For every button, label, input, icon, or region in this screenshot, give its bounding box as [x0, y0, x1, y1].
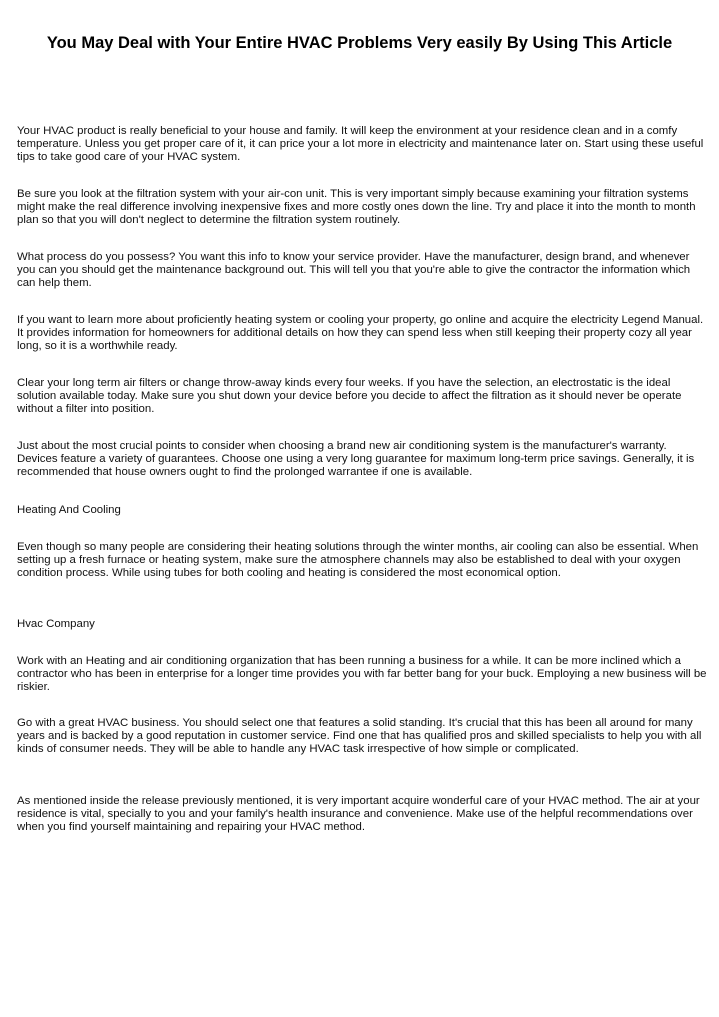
- subheading-hvac-company: Hvac Company: [17, 618, 95, 630]
- paragraph-warranty: Just about the most crucial points to consider when choosing a brand new air conditioning system is the manufacturer's warranty. Devices feature a variety of guarantees. Choose one using a very long guarantee for maximum long-term price savings. Generally, it is recommended that house owners ought to find the prolonged warrantee if one is available.: [17, 440, 695, 479]
- paragraph-conclusion: As mentioned inside the release previously mentioned, it is very important acquire wonderful care of your HVAC method. The air at your residence is vital, specially to you and your family's health insurance and convenience. Make use of the helpful recommendations over when you find yourself maintaining and repairing your HVAC method.: [17, 795, 700, 834]
- paragraph-organization: Work with an Heating and air conditioning organization that has been running a business for a while. It can be more inclined which a contractor who has been in enterprise for a longer time provides you with far better bang for your buck. Employing a new business will be riskier.: [17, 655, 707, 694]
- paragraph-intro: Your HVAC product is really beneficial to your house and family. It will keep the environment at your residence clean and in a comfy temperature. Unless you get proper care of it, it can price your a lot more in electricity and maintenance later on. Start using these useful tips to take good care of your HVAC system.: [17, 125, 704, 164]
- subheading-heating-and-cooling: Heating And Cooling: [17, 504, 121, 516]
- paragraph-energy-manual: If you want to learn more about proficiently heating system or cooling your property, go online and acquire the electricity Legend Manual. It provides information for homeowners for additional details on how they can spend less when still keeping their property cozy all year long, so it is a worthwhile ready.: [17, 314, 704, 353]
- paragraph-air-filters: Clear your long term air filters or change throw-away kinds every four weeks. If you have the selection, an electrostatic is the ideal solution available today. Make sure you shut down your device before you decide to affect the filtration as it should never be operate without a filter into position.: [17, 377, 682, 416]
- paragraph-business: Go with a great HVAC business. You should select one that features a solid standing. It's crucial that this has been all around for many years and is backed by a good reputation in customer service. Find one that has qualified pros and skilled specialists to help you with all kinds of consumer needs. They will be able to handle any HVAC task irrespective of how simple or complicated.: [17, 717, 702, 756]
- paragraph-filtration: Be sure you look at the filtration system with your air-con unit. This is very important simply because examining your filtration systems might make the real difference involving inexpensive fixes and more costly ones down the line. Try and place it into the month to month plan so that you will don't neglect to determine the filtration system routinely.: [17, 188, 696, 227]
- article-title: You May Deal with Your Entire HVAC Problems Very easily By Using This Article: [46, 34, 673, 52]
- paragraph-process: What process do you possess? You want this info to know your service provider. Have the manufacturer, design brand, and whenever you can you should get the maintenance background out. This will tell you that you're able to give the contractor the information which can help them.: [17, 251, 691, 290]
- paragraph-air-cooling: Even though so many people are considering their heating solutions through the winter months, air cooling can also be essential. When setting up a fresh furnace or heating system, make sure the atmosphere channels may also be established to deal with your oxygen condition process. While using tubes for both cooling and heating is considered the most economical option.: [17, 541, 699, 580]
